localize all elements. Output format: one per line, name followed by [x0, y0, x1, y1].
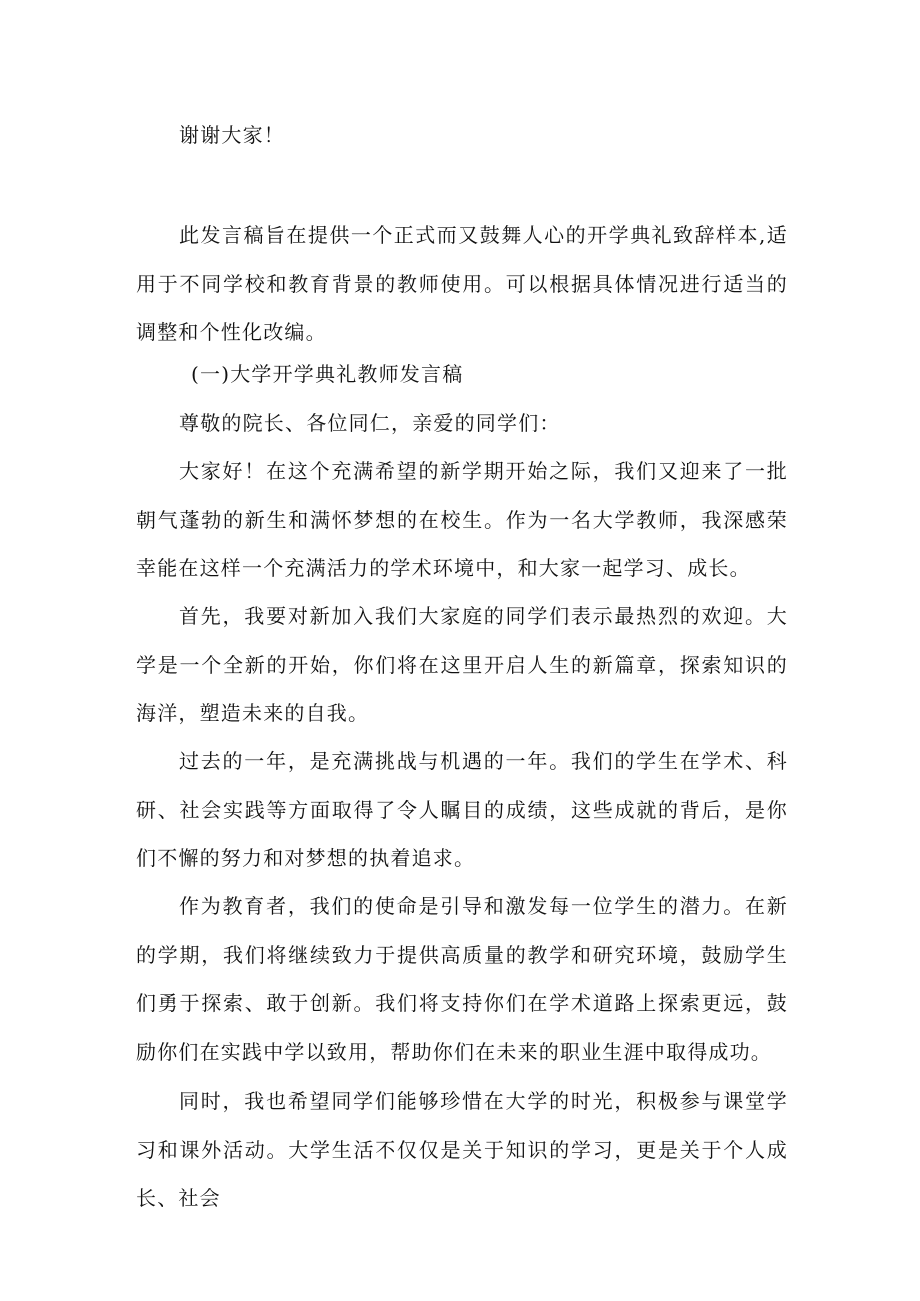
- speech-intro-note: 此发言稿旨在提供一个正式而又鼓舞人心的开学典礼致辞样本,适用于不同学校和教育背景的教师使用。可以根据具体情况进行适当的调整和个性化改编。: [136, 223, 788, 344]
- speech-paragraph-mission: 作为教育者，我们的使命是引导和激发每一位学生的潜力。在新的学期，我们将继续致力于提供高质量的教学和研究环境，鼓励学生们勇于探索、敢于创新。我们将支持你们在学术道路上探索更远，鼓励你们在实践中学以致用，帮助你们在未来的职业生涯中取得成功。: [136, 894, 788, 1064]
- closing-thanks: 谢谢大家！: [179, 123, 285, 147]
- speech-salutation: 尊敬的院长、各位同仁，亲爱的同学们：: [179, 411, 561, 435]
- speech-paragraph-hope: 同时，我也希望同学们能够珍惜在大学的时光，积极参与课堂学习和课外活动。大学生活不仅仅是关于知识的学习，更是关于个人成长、社会: [136, 1089, 788, 1210]
- speech-paragraph-past-year: 过去的一年，是充满挑战与机遇的一年。我们的学生在学术、科研、社会实践等方面取得了令人瞩目的成绩，这些成就的背后，是你们不懈的努力和对梦想的执着追求。: [136, 749, 788, 870]
- section-heading: (一)大学开学典礼教师发言稿: [191, 362, 464, 386]
- speech-paragraph-opening: 大家好！在这个充满希望的新学期开始之际，我们又迎来了一批朝气蓬勃的新生和满怀梦想的在校生。作为一名大学教师，我深感荣幸能在这样一个充满活力的学术环境中，和大家一起学习、成长。: [136, 459, 788, 580]
- speech-paragraph-welcome: 首先，我要对新加入我们大家庭的同学们表示最热烈的欢迎。大学是一个全新的开始，你们将在这里开启人生的新篇章，探索知识的海洋，塑造未来的自我。: [136, 604, 788, 725]
